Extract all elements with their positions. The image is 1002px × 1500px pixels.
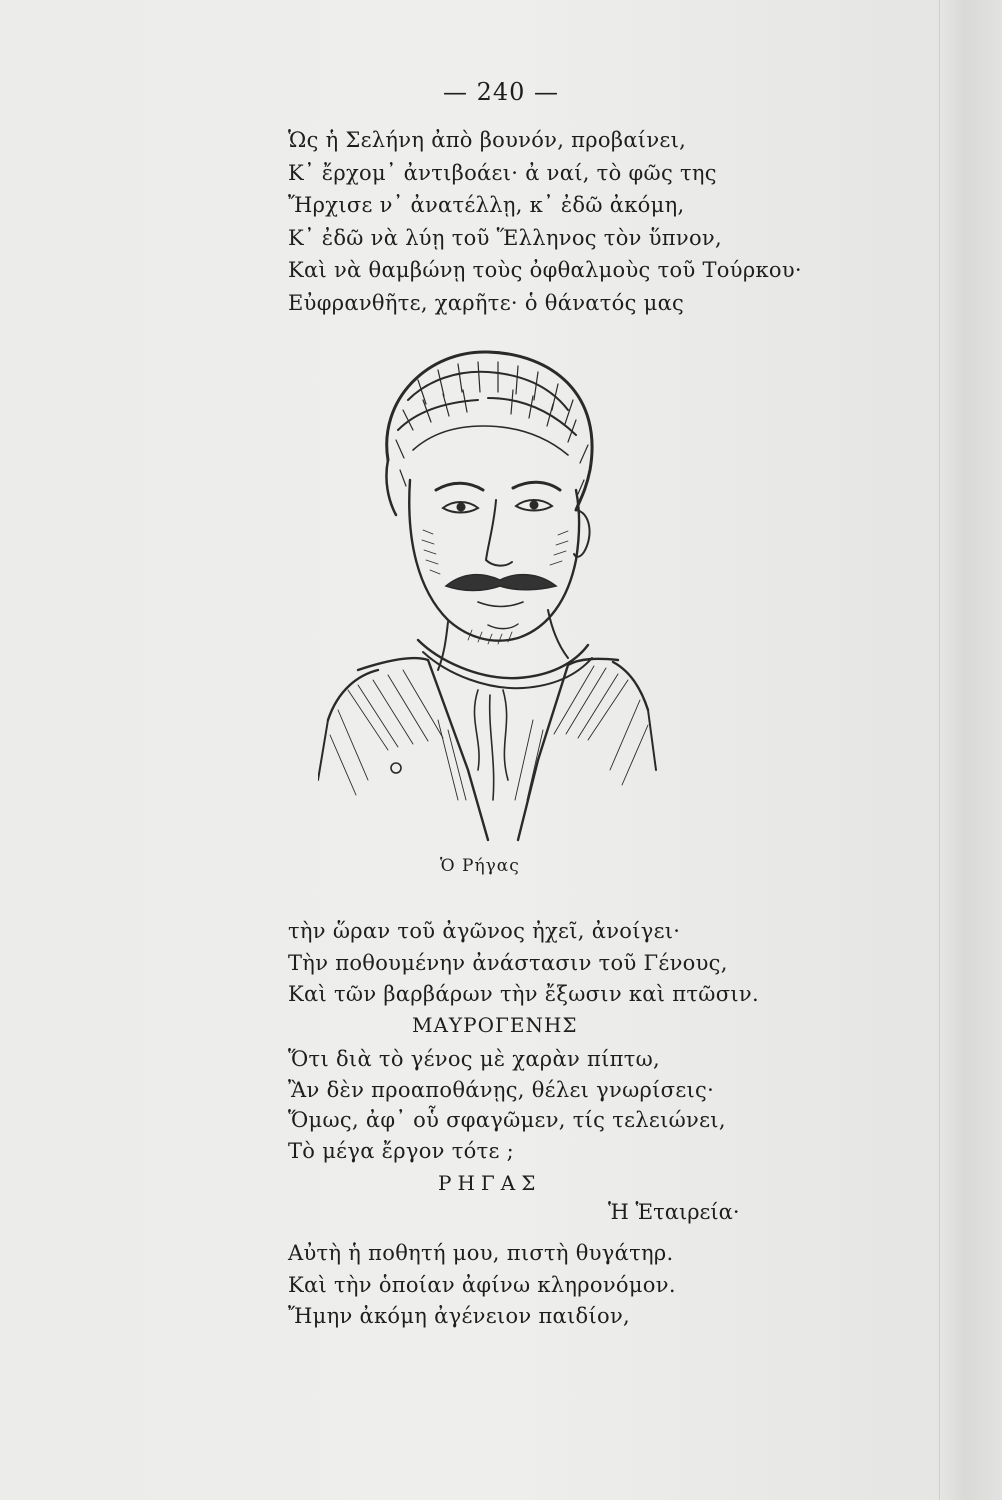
page-number: — 240 — [442, 78, 560, 106]
verse-line: Ὅτι διὰ τὸ γένος μὲ χαρὰν πίπτω, [288, 1047, 661, 1071]
verse-block-after-portrait [288, 916, 759, 1011]
speaker-name-mavrogenis: ΜΑΥΡΟΓΕΝΗΣ [412, 1013, 578, 1037]
verse-line: Καὶ τὴν ὁποίαν ἀφίνω κληρονόμον. [288, 1272, 676, 1297]
verse-line: τὴν ὥραν τοῦ ἀγῶνος ἠχεῖ, ἀνοίγει· [288, 919, 681, 943]
verse-line: Κ᾽ ἔρχομ᾽ ἀντιβοάει· ἀ ναί, τὸ φῶς της [288, 160, 717, 185]
verse-cue-line: Ἡ Ἑταιρεία· [608, 1200, 740, 1224]
verse-block-rigas [288, 1238, 676, 1333]
verse-line: Κ᾽ ἐδῶ νὰ λύῃ τοῦ Ἕλληνος τὸν ὕπνον, [288, 225, 722, 250]
verse-line: Αὐτὴ ἡ ποθητή μου, πιστὴ θυγάτηρ. [288, 1241, 674, 1265]
speaker-name-rigas: ΡΗΓΑΣ [438, 1171, 542, 1195]
verse-line: Ἤρχισε ν᾽ ἀνατέλλῃ, κ᾽ ἐδῶ ἀκόμη, [288, 193, 685, 218]
verse-line: Καὶ τῶν βαρβάρων τὴν ἔξωσιν καὶ πτῶσιν. [288, 982, 759, 1006]
portrait-engraving-icon [318, 340, 658, 860]
verse-line: Ἤμην ἀκόμη ἀγένειον παιδίον, [288, 1304, 631, 1328]
verse-block-mavrogenis [288, 1044, 726, 1166]
verse-line: Ἂν δὲν προαποθάνῃς, θέλει γνωρίσεις· [288, 1077, 715, 1102]
verse-line: Ὡς ἡ Σελήνη ἀπὸ βουνόν, προβαίνει, [288, 128, 687, 152]
verse-line: Τὴν ποθουμένην ἀνάστασιν τοῦ Γένους, [288, 950, 728, 975]
verse-line: Τὸ μέγα ἔργον τότε ; [288, 1138, 515, 1163]
portrait-caption: Ὁ Ρήγας [440, 856, 520, 876]
verse-line: Εὐφρανθῆτε, χαρῆτε· ὁ θάνατός μας [288, 290, 685, 315]
verse-line: Ὅμως, ἀφ᾽ οὗ σφαγῶμεν, τίς τελειώνει, [288, 1108, 726, 1132]
page-edge [939, 0, 1002, 1500]
verse-block-top [288, 124, 802, 320]
verse-line: Καὶ νὰ θαμβώνῃ τοὺς ὀφθαλμοὺς τοῦ Τούρκου· [288, 258, 802, 283]
